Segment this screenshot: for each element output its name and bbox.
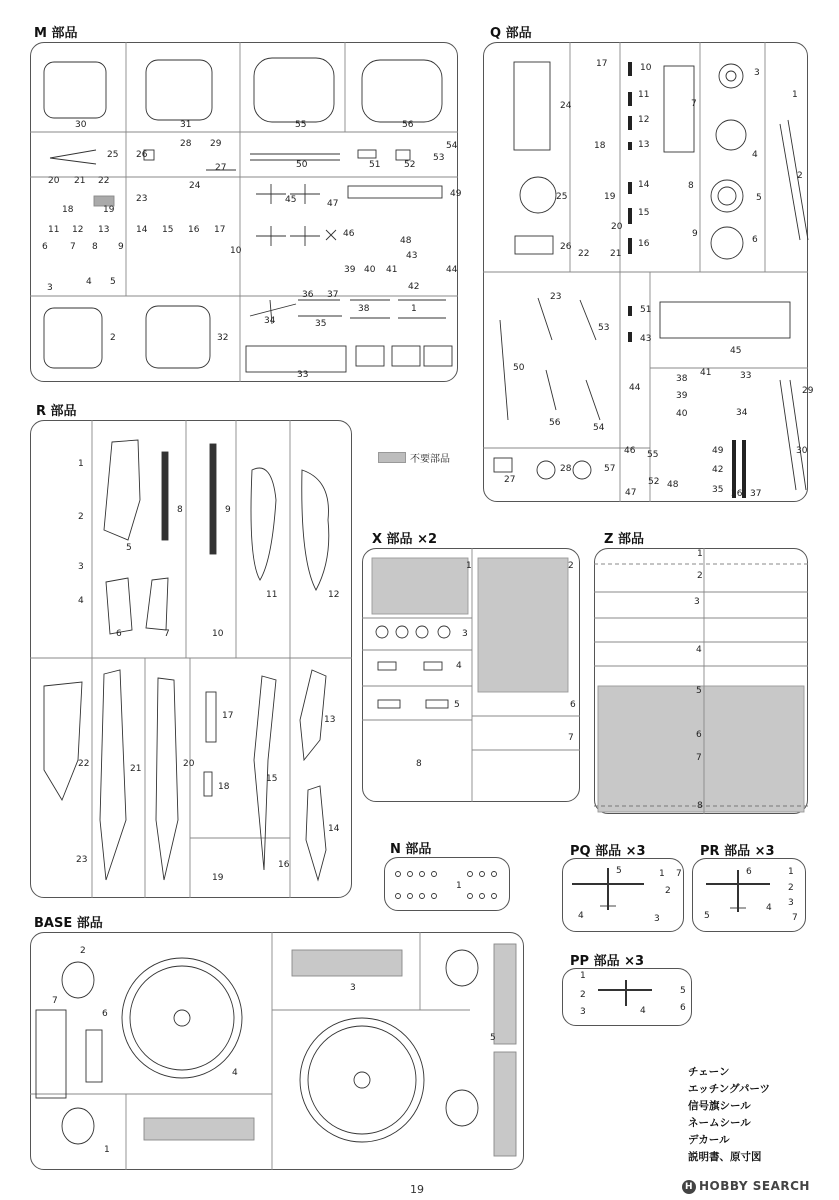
hobby-search-logo-icon: H — [682, 1180, 696, 1194]
part-number-pq: 1 — [659, 869, 665, 879]
part-number-m: 54 — [446, 141, 458, 151]
part-number-m: 10 — [230, 246, 242, 256]
contents-item: 説明書、原寸図 — [688, 1151, 762, 1163]
part-number-m: 46 — [343, 229, 355, 239]
part-number-m: 31 — [180, 120, 192, 130]
part-number-pq: 4 — [578, 911, 584, 921]
part-number-m: 20 — [48, 176, 60, 186]
part-number-x: 5 — [454, 700, 460, 710]
part-number-pq: 7 — [676, 869, 682, 879]
part-number-pr: 7 — [792, 913, 798, 923]
part-number-m: 18 — [62, 205, 74, 215]
part-number-m: 13 — [98, 225, 110, 235]
part-number-r: 22 — [78, 759, 90, 769]
part-number-z: 2 — [697, 571, 703, 581]
part-number-m: 5 — [110, 277, 116, 287]
part-number-q: 46 — [624, 446, 636, 456]
part-number-r: 21 — [130, 764, 142, 774]
part-number-r: 15 — [266, 774, 278, 784]
part-number-m: 27 — [215, 163, 227, 173]
part-number-m: 41 — [386, 265, 398, 275]
part-number-z: 6 — [696, 730, 702, 740]
part-number-r: 12 — [328, 590, 340, 600]
part-number-q: 29 — [802, 386, 814, 396]
part-number-r: 6 — [116, 629, 122, 639]
part-number-q: 13 — [638, 140, 650, 150]
part-number-m: 4 — [86, 277, 92, 287]
part-number-r: 3 — [78, 562, 84, 572]
contents-item: 信号旗シール — [688, 1100, 751, 1112]
part-number-r: 23 — [76, 855, 88, 865]
watermark-text: HOBBY SEARCH — [699, 1179, 810, 1193]
part-number-m: 53 — [433, 153, 445, 163]
part-number-q: 39 — [676, 391, 688, 401]
part-number-m: 12 — [72, 225, 84, 235]
part-number-q: 37 — [750, 489, 762, 499]
part-number-x: 2 — [568, 561, 574, 571]
section-label-pq: PQ 部品 ×3 — [570, 844, 646, 859]
part-number-q: 1 — [792, 90, 798, 100]
part-number-m: 38 — [358, 304, 370, 314]
part-number-m: 22 — [98, 176, 110, 186]
section-label-q: Q 部品 — [490, 26, 532, 41]
page-number: 19 — [410, 1183, 424, 1196]
part-number-m: 34 — [264, 316, 276, 326]
part-number-q: 20 — [611, 222, 623, 232]
part-number-q: 38 — [676, 374, 688, 384]
part-number-m: 43 — [406, 251, 418, 261]
contents-item: エッチングパーツ — [688, 1083, 771, 1095]
part-number-m: 55 — [295, 120, 307, 130]
section-label-z: Z 部品 — [604, 532, 644, 547]
part-number-m: 48 — [400, 236, 412, 246]
part-number-r: 19 — [212, 873, 224, 883]
part-number-m: 23 — [136, 194, 148, 204]
part-number-n: 1 — [456, 881, 462, 891]
part-number-r: 4 — [78, 596, 84, 606]
part-number-q: 27 — [504, 475, 516, 485]
part-number-m: 52 — [404, 160, 416, 170]
part-number-base: 6 — [102, 1009, 108, 1019]
part-number-m: 15 — [162, 225, 174, 235]
part-number-m: 2 — [110, 333, 116, 343]
part-number-q: 4 — [752, 150, 758, 160]
part-number-q: 51 — [640, 305, 652, 315]
unused-parts-legend — [378, 450, 450, 465]
part-number-r: 5 — [126, 543, 132, 553]
part-number-r: 13 — [324, 715, 336, 725]
part-number-m: 37 — [327, 290, 339, 300]
part-number-x: 6 — [570, 700, 576, 710]
part-number-r: 8 — [177, 505, 183, 515]
part-number-pp: 2 — [580, 990, 586, 1000]
part-number-pr: 1 — [788, 867, 794, 877]
part-number-q: 35 — [712, 485, 724, 495]
contents-item: デカール — [688, 1134, 730, 1146]
part-number-r: 18 — [218, 782, 230, 792]
section-label-base: BASE 部品 — [34, 916, 103, 931]
section-label-r: R 部品 — [36, 404, 77, 419]
part-number-q: 33 — [740, 371, 752, 381]
section-label-pp: PP 部品 ×3 — [570, 954, 645, 969]
part-number-m: 8 — [92, 242, 98, 252]
part-number-r: 2 — [78, 512, 84, 522]
part-number-q: 48 — [667, 480, 679, 490]
part-number-q: 23 — [550, 292, 562, 302]
part-number-m: 28 — [180, 139, 192, 149]
part-number-q: 34 — [736, 408, 748, 418]
part-number-base: 4 — [232, 1068, 238, 1078]
part-number-m: 24 — [189, 181, 201, 191]
part-number-q: 2 — [797, 171, 803, 181]
contents-list — [688, 1064, 770, 1166]
part-number-m: 6 — [42, 242, 48, 252]
part-number-m: 51 — [369, 160, 381, 170]
part-number-x: 7 — [568, 733, 574, 743]
part-number-base: 2 — [80, 946, 86, 956]
part-number-m: 44 — [446, 265, 458, 275]
part-number-m: 26 — [136, 150, 148, 160]
part-number-q: 14 — [638, 180, 650, 190]
part-number-r: 16 — [278, 860, 290, 870]
part-number-q: 55 — [647, 450, 659, 460]
part-number-m: 35 — [315, 319, 327, 329]
section-label-pr: PR 部品 ×3 — [700, 844, 775, 859]
part-number-m: 42 — [408, 282, 420, 292]
part-number-q: 25 — [556, 192, 568, 202]
part-number-q: 57 — [604, 464, 616, 474]
part-number-q: 41 — [700, 368, 712, 378]
part-number-m: 30 — [75, 120, 87, 130]
part-number-z: 7 — [696, 753, 702, 763]
part-number-q: 10 — [640, 63, 652, 73]
part-number-x: 1 — [466, 561, 472, 571]
part-number-m: 40 — [364, 265, 376, 275]
part-number-r: 17 — [222, 711, 234, 721]
part-number-q: 19 — [604, 192, 616, 202]
part-number-base: 3 — [350, 983, 356, 993]
part-number-r: 10 — [212, 629, 224, 639]
part-number-q: 43 — [640, 334, 652, 344]
part-number-q: 45 — [730, 346, 742, 356]
part-number-q: 28 — [560, 464, 572, 474]
part-number-x: 3 — [462, 629, 468, 639]
part-number-q: 7 — [691, 99, 697, 109]
part-number-q: 16 — [638, 239, 650, 249]
part-number-pr: 5 — [704, 911, 710, 921]
part-number-q: 18 — [594, 141, 606, 151]
part-number-m: 1 — [411, 304, 417, 314]
part-number-z: 5 — [696, 686, 702, 696]
part-number-q: 52 — [648, 477, 660, 487]
part-number-q: 49 — [712, 446, 724, 456]
part-number-q: 54 — [593, 423, 605, 433]
part-number-r: 1 — [78, 459, 84, 469]
part-number-m: 16 — [188, 225, 200, 235]
part-number-base: 7 — [52, 996, 58, 1006]
part-number-pp: 5 — [680, 986, 686, 996]
part-number-q: 3 — [754, 68, 760, 78]
part-number-q: 12 — [638, 115, 650, 125]
part-number-pp: 6 — [680, 1003, 686, 1013]
part-number-q: 40 — [676, 409, 688, 419]
part-number-m: 14 — [136, 225, 148, 235]
part-number-m: 45 — [285, 195, 297, 205]
part-number-m: 11 — [48, 225, 60, 235]
part-number-m: 29 — [210, 139, 222, 149]
part-number-q: 47 — [625, 488, 637, 498]
part-number-m: 17 — [214, 225, 226, 235]
section-label-n: N 部品 — [390, 842, 432, 857]
part-number-m: 21 — [74, 176, 86, 186]
part-number-r: 20 — [183, 759, 195, 769]
part-number-m: 56 — [402, 120, 414, 130]
part-number-q: 44 — [629, 383, 641, 393]
part-number-m: 25 — [107, 150, 119, 160]
part-number-m: 3 — [47, 283, 53, 293]
part-number-q: 56 — [549, 418, 561, 428]
part-number-z: 4 — [696, 645, 702, 655]
unused-parts-swatch — [378, 452, 406, 463]
part-number-q: 36 — [731, 489, 743, 499]
part-number-x: 4 — [456, 661, 462, 671]
part-number-pq: 3 — [654, 914, 660, 924]
part-number-pr: 2 — [788, 883, 794, 893]
part-number-z: 1 — [697, 549, 703, 559]
part-number-z: 8 — [697, 801, 703, 811]
part-number-q: 42 — [712, 465, 724, 475]
part-number-m: 7 — [70, 242, 76, 252]
part-number-pq: 5 — [616, 866, 622, 876]
part-number-base: 1 — [104, 1145, 110, 1155]
part-number-q: 15 — [638, 208, 650, 218]
part-number-m: 50 — [296, 160, 308, 170]
contents-item: チェーン — [688, 1066, 730, 1078]
watermark — [682, 1179, 810, 1194]
part-number-q: 53 — [598, 323, 610, 333]
part-number-r: 11 — [266, 590, 278, 600]
part-number-q: 50 — [513, 363, 525, 373]
part-number-q: 26 — [560, 242, 572, 252]
part-number-q: 5 — [756, 193, 762, 203]
part-number-z: 3 — [694, 597, 700, 607]
part-number-q: 17 — [596, 59, 608, 69]
part-number-pr: 4 — [766, 903, 772, 913]
part-number-pr: 3 — [788, 898, 794, 908]
unused-parts-label: 不要部品 — [410, 454, 450, 465]
part-number-m: 47 — [327, 199, 339, 209]
section-label-m: M 部品 — [34, 26, 78, 41]
part-number-m: 36 — [302, 290, 314, 300]
part-number-q: 8 — [688, 181, 694, 191]
part-number-m: 49 — [450, 189, 462, 199]
part-number-m: 33 — [297, 370, 309, 380]
part-number-pr: 6 — [746, 867, 752, 877]
part-number-q: 6 — [752, 235, 758, 245]
part-number-r: 14 — [328, 824, 340, 834]
part-number-r: 9 — [225, 505, 231, 515]
part-number-pp: 4 — [640, 1006, 646, 1016]
part-number-q: 30 — [796, 446, 808, 456]
part-number-m: 9 — [118, 242, 124, 252]
section-label-x: X 部品 ×2 — [372, 532, 438, 547]
part-number-pp: 1 — [580, 971, 586, 981]
part-number-pp: 3 — [580, 1007, 586, 1017]
part-number-q: 9 — [692, 229, 698, 239]
part-number-q: 11 — [638, 90, 650, 100]
part-number-m: 19 — [103, 205, 115, 215]
part-number-m: 39 — [344, 265, 356, 275]
part-number-base: 5 — [490, 1033, 496, 1043]
contents-item: ネームシール — [688, 1117, 751, 1129]
part-number-q: 22 — [578, 249, 590, 259]
part-number-r: 7 — [164, 629, 170, 639]
part-number-pq: 2 — [665, 886, 671, 896]
part-number-m: 32 — [217, 333, 229, 343]
part-number-q: 21 — [610, 249, 622, 259]
part-number-x: 8 — [416, 759, 422, 769]
part-number-q: 24 — [560, 101, 572, 111]
